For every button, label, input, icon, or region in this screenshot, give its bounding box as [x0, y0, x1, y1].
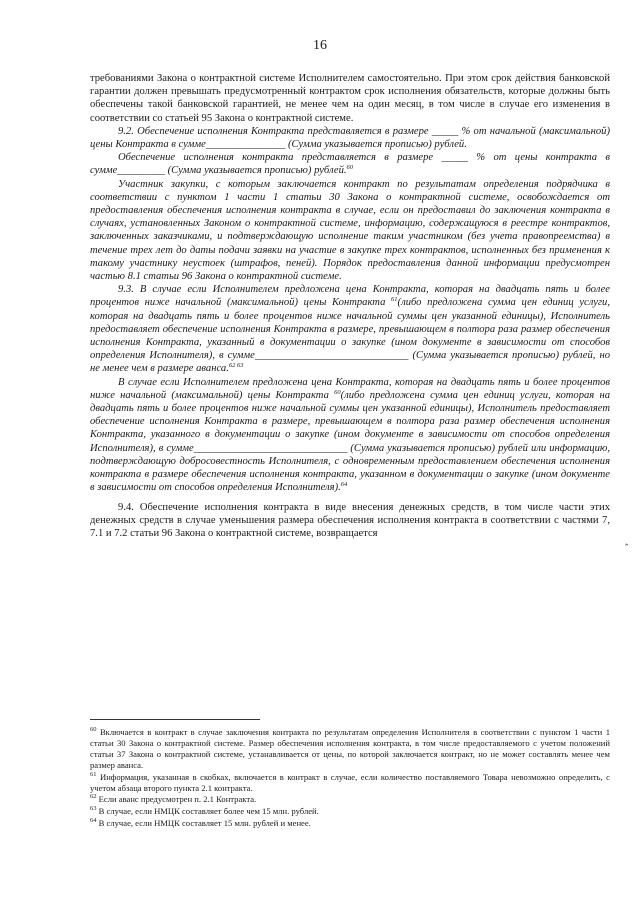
footnote-item: $^{62}$ Если аванс предусмотрен п. 2.1 Контракта. [90, 793, 257, 805]
paragraph-security-price [90, 151, 610, 177]
footnote-separator [90, 719, 260, 720]
footnote-item: $^{61}$ Информация, указанная в скобках, включается в контракт в случае, если количество поставляемого Товара невозможно определить, с учетом абзаца второго пункта 2.1 контракта. [90, 770, 610, 793]
footnote-item: $^{64}$ В случае, если НМЦК составляет 15 млн. рублей и менее. [90, 817, 311, 829]
paragraph-9-3 [90, 283, 610, 375]
footnote-ref-64: 64 [340, 481, 348, 489]
margin-mark: ‸ [625, 535, 629, 546]
paragraph-guarantee-term: требованиями Закона о контрактной системе Исполнителем самостоятельно. При этом срок действия банковской гарантии должен превышать предусмотренный контрактом срок исполнения обязательств, которые должны быть обеспечены такой банковской гарантией, не менее чем на один месяц, в том числе в случае его изменения в соответствии со статьей 95 Закона о контрактной системе. [90, 73, 610, 124]
page-number: 16 [313, 38, 327, 53]
paragraph-9-2: 9.2. Обеспечение исполнения Контракта представляется в размере _____ % от начальной (максимальной) цены Контракта в сумме_______________ (Сумма указывается прописью) рублей. [90, 125, 610, 151]
paragraph-antidumping-part-a: В случае если Исполнителем предложена цена Контракта, которая на двадцать пять и более процентов ниже начальной (максимальной) цены Контракта [90, 376, 610, 401]
footnote-item: $^{63}$ В случае, если НМЦК составляет более чем 15 млн. рублей. [90, 805, 319, 817]
paragraph-security-price-text: Обеспечение исполнения контракта представляется в размере _____ % от цены контракта в сумме_________ (Сумма указывается прописью) рублей. [90, 152, 610, 177]
paragraph-9-3-part-b: (либо предложена сумма цен единиц услуги, которая на двадцать пять и более процентов ниже начальной суммы цен указанной единицы), Исполнитель предоставляет обеспечение исполнения Контракта в размере, превышающем в полтора раза размер обеспечения исполнения Контракта, указанный в документации о закупке (ином документе в зависимости от способов определения Исполнителя), в сумме_____________________________ (Сумма указывается прописью) рублей, но не менее чем в размере аванса. [90, 297, 610, 375]
document-body [90, 72, 610, 540]
paragraph-9-4: 9.4. Обеспечение исполнения контракта в виде внесения денежных средств, в том числе части этих денежных средств в случае уменьшения размера обеспечения исполнения контракта в соответствии с частями 7, 7.1 и 7.2 статьи 96 Закона о контрактной системе, возвращается [90, 501, 610, 539]
footnote-ref-60-repeat: 60 [334, 388, 341, 396]
footnote-ref-61: 61 [391, 296, 398, 304]
paragraph-antidumping [90, 376, 610, 495]
footnotes [90, 727, 610, 830]
paragraph-9-3-part-a: 9.3. В случае если Исполнителем предложена цена Контракта, которая на двадцать пять и более процентов ниже начальной (максимальной) цены Контракта [90, 284, 610, 309]
footnote-ref-62-63: 62 63 [228, 362, 244, 370]
paragraph-participant-exemption: Участник закупки, с которым заключается контракт по результатам определения подрядчика в соответствии с пунктом 1 части 1 статьи 30 Закона о контрактной системе, освобождается от предоставления обеспечения исполнения контракта в случае, если он предоставил до заключения контракта в случаях, установленных Законом о контрактной системе, информацию, содержащуюся в реестре контрактов, заключенных заказчиками, и подтверждающую исполнение таким участником (без учета правопреемства) в течение трех лет до даты подачи заявки на участие в закупке трех контрактов, исполненных без применения к такому участнику неустоек (штрафов, пеней). Порядок предоставления данной информации предусмотрен частью 8.1 статьи 96 Закона о контрактной системе. [90, 178, 610, 283]
paragraph-antidumping-part-b: (либо предложена сумма цен единиц услуги, которая на двадцать пять и более процентов ниже начальной суммы цен указанной единицы), Исполнитель предоставляет обеспечение исполнения Контракта в размере, превышающем в полтора раза размер обеспечения исполнения Контракта, указанного в документации о закупке (ином документе в зависимости от способов определения Исполнителя), в сумме_____________________________ (Сумма указывается прописью) рублей или информацию, подтверждающую добросовестность Исполнителя, с одновременным предоставлением обеспечения исполнения контракта в размере обеспечения исполнения контракта, указанном в документации о закупке (ином документе в зависимости от способов определения Исполнителя). [90, 389, 610, 494]
footnote-ref-60: 60 [346, 164, 354, 172]
footnote-item: $^{60}$ Включается в контракт в случае заключения контракта по результатам определения Исполнителя в соответствии с пунктом 1 части 1 статьи 30 Закона о контрактной системе. Размер обеспечения исполнения контракта, в том числе предоставляемого с учетом положений статьи 37 Закона о контрактной системе, устанавливается от цены, по которой заключается контракт, но не может составлять менее чем размер аванса. [90, 726, 610, 770]
